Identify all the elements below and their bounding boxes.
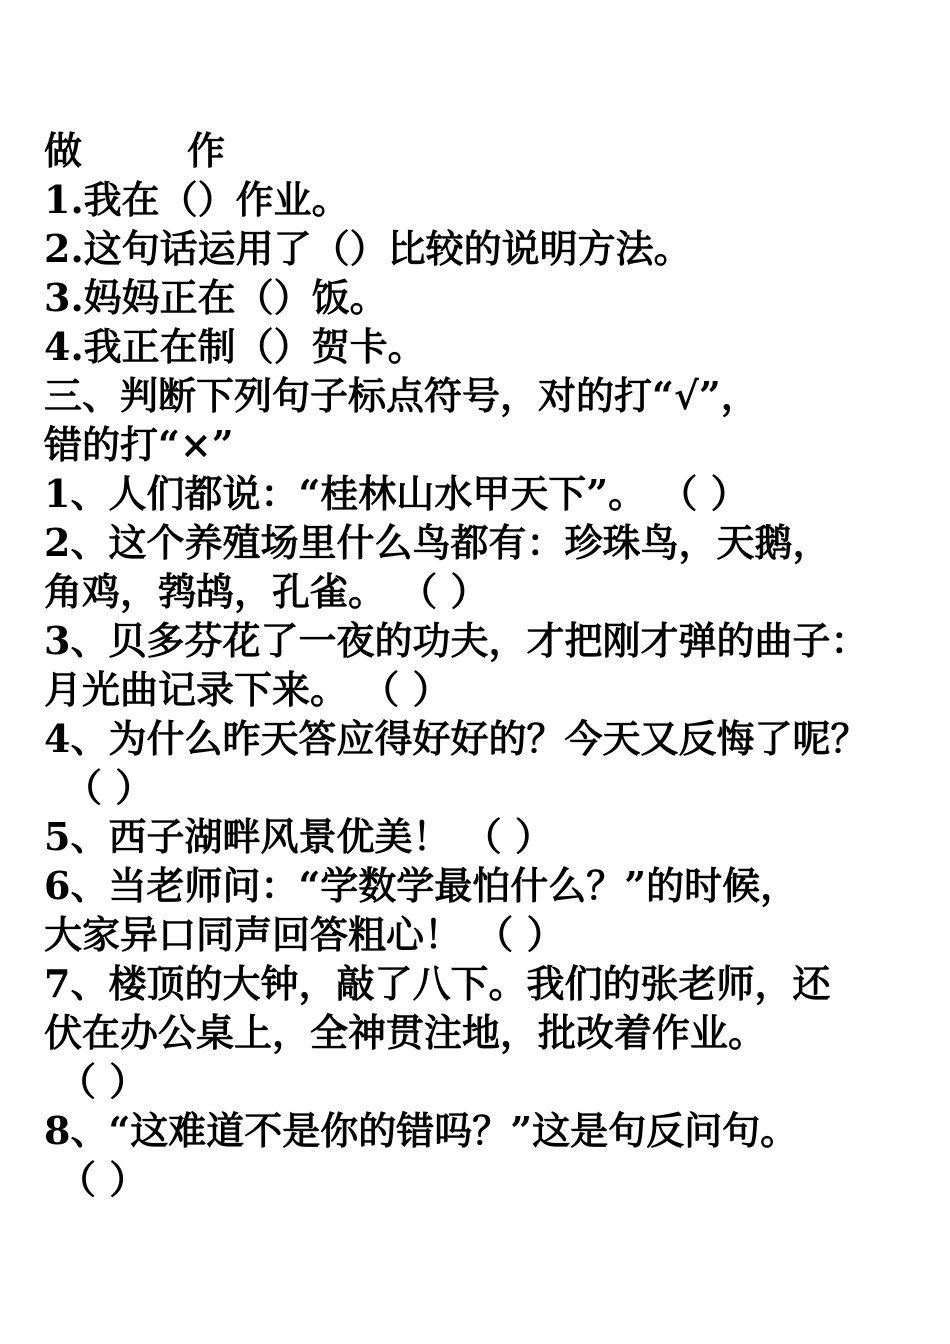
judge-line-10: 大家异口同声回答粗心！ （ ） xyxy=(44,912,565,957)
fill-item-4: 4.我正在制（）贺卡。 xyxy=(44,324,426,369)
fill-item-2: 2.这句话运用了（）比较的说明方法。 xyxy=(44,226,692,271)
judge-line-1: 1、人们都说：“桂林山水甲天下”。 （ ） xyxy=(44,471,749,516)
judge-line-14: 8、“这难道不是你的错吗？”这是句反问句。 xyxy=(44,1108,799,1153)
judge-line-13: （ ） xyxy=(58,1059,148,1104)
judge-line-2: 2、这个养殖场里什么鸟都有：珍珠鸟，天鹅， xyxy=(44,520,831,565)
fill-item-1: 1.我在（）作业。 xyxy=(44,177,350,222)
judge-line-12: 伏在办公桌上，全神贯注地，批改着作业。 xyxy=(44,1010,767,1055)
judge-line-15: （ ） xyxy=(58,1157,148,1202)
word-2: 作 xyxy=(187,128,226,173)
judge-line-9: 6、当老师问：“学数学最怕什么？”的时候， xyxy=(44,863,799,908)
word-1: 做 xyxy=(44,128,83,173)
judge-line-5: 月光曲记录下来。 （ ） xyxy=(44,667,451,712)
judge-line-7: （ ） xyxy=(64,765,154,810)
judge-line-8: 5、西子湖畔风景优美！ （ ） xyxy=(44,814,553,859)
section-3-title: 三、判断下列句子标点符号，对的打“√”， xyxy=(44,373,759,418)
word-pair-heading xyxy=(44,126,944,175)
section-3-title-cont: 错的打“×” xyxy=(44,422,234,467)
judge-line-3: 角鸡，鹁鸪，孔雀。 （ ） xyxy=(44,569,489,614)
judge-line-6: 4、为什么昨天答应得好好的？今天又反悔了呢？ xyxy=(44,716,869,761)
judge-line-4: 3、贝多芬花了一夜的功夫，才把刚才弹的曲子： xyxy=(44,618,869,663)
document-page xyxy=(44,126,944,1204)
fill-item-3: 3.妈妈正在（）饭。 xyxy=(44,275,388,320)
judge-line-11: 7、楼顶的大钟，敲了八下。我们的张老师，还 xyxy=(44,961,831,1006)
